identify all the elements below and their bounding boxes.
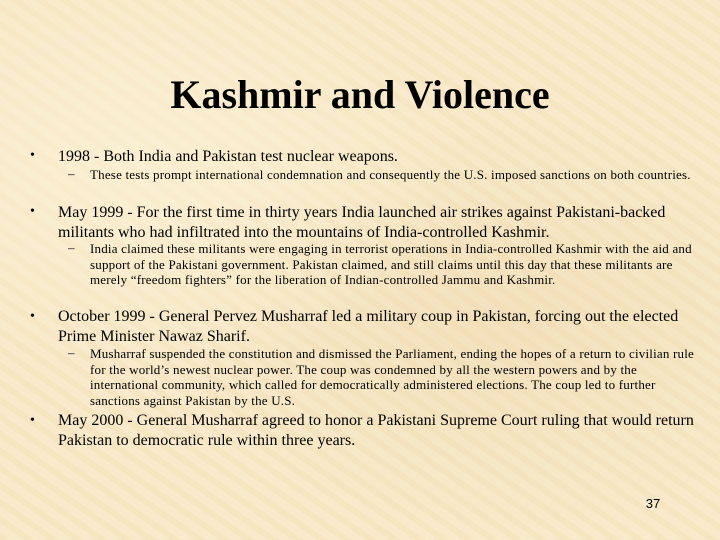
bullet-text-may-1999	[58, 203, 698, 243]
sub-bullet-marker: –	[68, 166, 75, 181]
bullet-text-october-1999	[58, 307, 698, 347]
bullet-year: May 1999 -	[58, 204, 133, 221]
bullet-body: General Pervez Musharraf led a military coup in Pakistan, forcing out the elected Prime Minister Nawaz Sharif.	[58, 308, 679, 345]
sub-bullet-marker: –	[68, 345, 75, 360]
bullet-marker: •	[30, 204, 35, 219]
bullet-year: 1998 -	[58, 148, 100, 165]
sub-bullet-text-may-1999: India claimed these militants were engaging in terrorist operations in India-controlled Kashmir with the aid and support of the Pakistani government. Pakistan claimed, and still claims until this day that these militants are merely “freedom fighters” for the liberation of Indian-controlled Jammu and Kashmir.	[90, 241, 692, 287]
sub-bullet-text-october-1999: Musharraf suspended the constitution and dismissed the Parliament, ending the hopes of a return to civilian rule for the world’s newest nuclear power. The coup was condemned by all the western powers and by the international community, which called for democratically administered elections. The coup led to further sanctions against Pakistan by the U.S.	[90, 346, 695, 408]
slide-number: 37	[645, 496, 661, 511]
sub-bullet-text-1998: These tests prompt international condemnation and consequently the U.S. imposed sanctions on both countries.	[90, 167, 691, 182]
bullet-body: For the first time in thirty years India launched air strikes against Pakistani-backed militants who had infiltrated into the mountains of India-controlled Kashmir.	[58, 204, 666, 241]
bullet-text-may-2000	[58, 411, 698, 451]
bullet-marker: •	[30, 148, 35, 163]
bullet-marker: •	[30, 309, 35, 324]
bullet-body: Both India and Pakistan test nuclear weapons.	[103, 148, 398, 165]
bullet-year: October 1999 -	[58, 308, 155, 325]
bullet-year: May 2000 -	[58, 412, 133, 429]
bullet-body: General Musharraf agreed to honor a Pakistani Supreme Court ruling that would return Pakistan to democratic rule within three years.	[58, 412, 694, 449]
bullet-text-1998	[58, 147, 698, 167]
bullet-marker: •	[30, 413, 35, 428]
slide-title: Kashmir and Violence	[170, 72, 550, 117]
sub-bullet-marker: –	[68, 240, 75, 255]
